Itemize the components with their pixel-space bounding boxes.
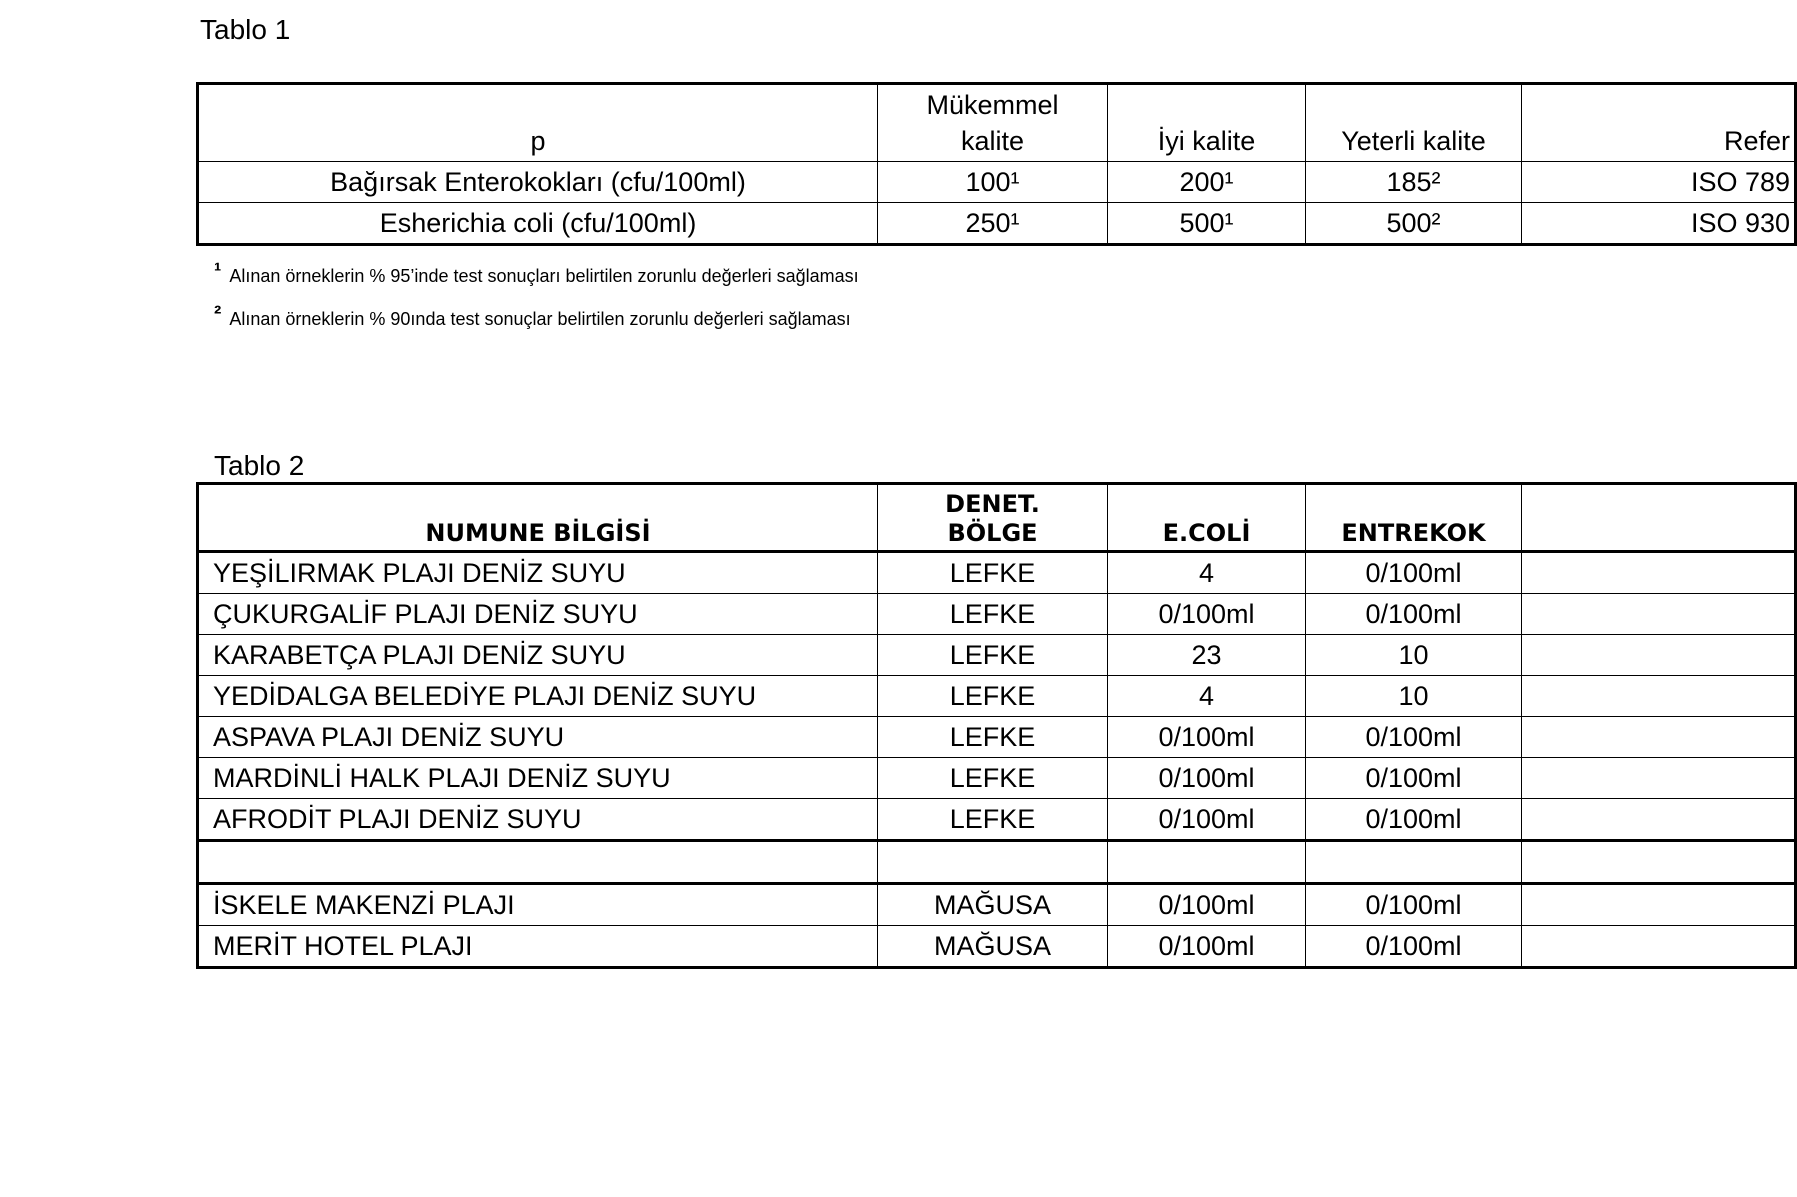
cell-excellent: 250¹ [878,203,1108,245]
header-reference: Refer [1522,84,1796,162]
cell-region: LEFKE [878,676,1108,717]
cell-region: LEFKE [878,552,1108,594]
table2-body [198,552,1796,968]
water-quality-limits-table [196,82,1797,246]
cell-entrekok: 0/100ml [1306,594,1522,635]
cell-parameter: Esherichia coli (cfu/100ml) [198,203,878,245]
table2-caption: Tablo 2 [214,450,305,481]
cell-ecoli: 23 [1108,635,1306,676]
cell-extra [1522,884,1796,926]
cell-excellent: 100¹ [878,162,1108,203]
cell-ecoli: 0/100ml [1108,884,1306,926]
cell-extra [1522,758,1796,799]
header-parameter: p [198,84,878,162]
table1-header-row [198,84,1796,162]
beach-sample-results-table [196,482,1797,969]
cell-region: LEFKE [878,799,1108,841]
cell-sufficient: 185² [1306,162,1522,203]
cell-ecoli: 0/100ml [1108,926,1306,968]
table-row [198,594,1796,635]
header-good-quality: İyi kalite [1108,84,1306,162]
table-row [198,717,1796,758]
cell-entrekok: 0/100ml [1306,926,1522,968]
header-excellent-line2: kalite [960,126,1025,156]
table-row [198,676,1796,717]
cell-sample: İSKELE MAKENZİ PLAJI [198,884,878,926]
cell-entrekok: 10 [1306,635,1522,676]
cell-extra [1522,717,1796,758]
header-sufficient-quality: Yeterli kalite [1306,84,1522,162]
cell-extra [1522,635,1796,676]
table1-container [196,82,1790,248]
cell-ecoli: 0/100ml [1108,594,1306,635]
cell-extra [1522,552,1796,594]
cell-empty [1108,841,1306,884]
table-row [198,203,1796,245]
cell-sample: ÇUKURGALİF PLAJI DENİZ SUYU [198,594,878,635]
footnote-2 [214,301,851,330]
cell-good: 200¹ [1108,162,1306,203]
table-row [198,799,1796,841]
cell-empty [198,841,878,884]
cell-entrekok: 0/100ml [1306,799,1522,841]
blank-row [198,841,1796,884]
cell-ecoli: 0/100ml [1108,717,1306,758]
cell-ecoli: 0/100ml [1108,758,1306,799]
cell-extra [1522,594,1796,635]
cell-entrekok: 10 [1306,676,1522,717]
cell-good: 500¹ [1108,203,1306,245]
header-region-line2: BÖLGE [947,519,1038,547]
cell-reference: ISO 930 [1522,203,1796,245]
header-region [878,484,1108,552]
cell-entrekok: 0/100ml [1306,758,1522,799]
header-extra [1522,484,1796,552]
cell-sample: MERİT HOTEL PLAJI [198,926,878,968]
cell-sample: AFRODİT PLAJI DENİZ SUYU [198,799,878,841]
cell-ecoli: 0/100ml [1108,799,1306,841]
cell-sample: KARABETÇA PLAJI DENİZ SUYU [198,635,878,676]
header-excellent-quality [878,84,1108,162]
footnote-text: Alınan örneklerin % 90ında test sonuçlar belirtilen zorunlu değerleri sağlaması [229,309,851,329]
cell-ecoli: 4 [1108,552,1306,594]
cell-region: MAĞUSA [878,884,1108,926]
table2-container [196,482,1700,972]
cell-sample: ASPAVA PLAJI DENİZ SUYU [198,717,878,758]
table-row [198,926,1796,968]
cell-empty [1522,841,1796,884]
header-sample-info: NUMUNE BİLGİSİ [198,484,878,552]
cell-empty [1306,841,1522,884]
footnote-text: Alınan örneklerin % 95’inde test sonuçları belirtilen zorunlu değerleri sağlaması [229,266,859,286]
cell-entrekok: 0/100ml [1306,717,1522,758]
cell-sample: MARDİNLİ HALK PLAJI DENİZ SUYU [198,758,878,799]
footnote-mark: ² [214,301,222,326]
cell-reference: ISO 789 [1522,162,1796,203]
table2-header-row [198,484,1796,552]
cell-region: LEFKE [878,758,1108,799]
cell-region: LEFKE [878,594,1108,635]
cell-region: LEFKE [878,635,1108,676]
table1-caption: Tablo 1 [200,14,291,45]
cell-entrekok: 0/100ml [1306,552,1522,594]
header-region-line1: DENET. [945,490,1040,518]
table-row [198,884,1796,926]
cell-region: LEFKE [878,717,1108,758]
cell-extra [1522,676,1796,717]
cell-parameter: Bağırsak Enterokokları (cfu/100ml) [198,162,878,203]
header-ecoli: E.COLİ [1108,484,1306,552]
header-entrekok: ENTREKOK [1306,484,1522,552]
table-row [198,162,1796,203]
cell-extra [1522,799,1796,841]
cell-ecoli: 4 [1108,676,1306,717]
footnote-1 [214,258,859,287]
cell-sample: YEŞİLIRMAK PLAJI DENİZ SUYU [198,552,878,594]
cell-sufficient: 500² [1306,203,1522,245]
header-excellent-line1: Mükemmel [926,90,1059,120]
cell-empty [878,841,1108,884]
table-row [198,758,1796,799]
footnote-mark: ¹ [214,258,222,283]
cell-sample: YEDİDALGA BELEDİYE PLAJI DENİZ SUYU [198,676,878,717]
table-row [198,635,1796,676]
table-row [198,552,1796,594]
cell-extra [1522,926,1796,968]
cell-entrekok: 0/100ml [1306,884,1522,926]
cell-region: MAĞUSA [878,926,1108,968]
